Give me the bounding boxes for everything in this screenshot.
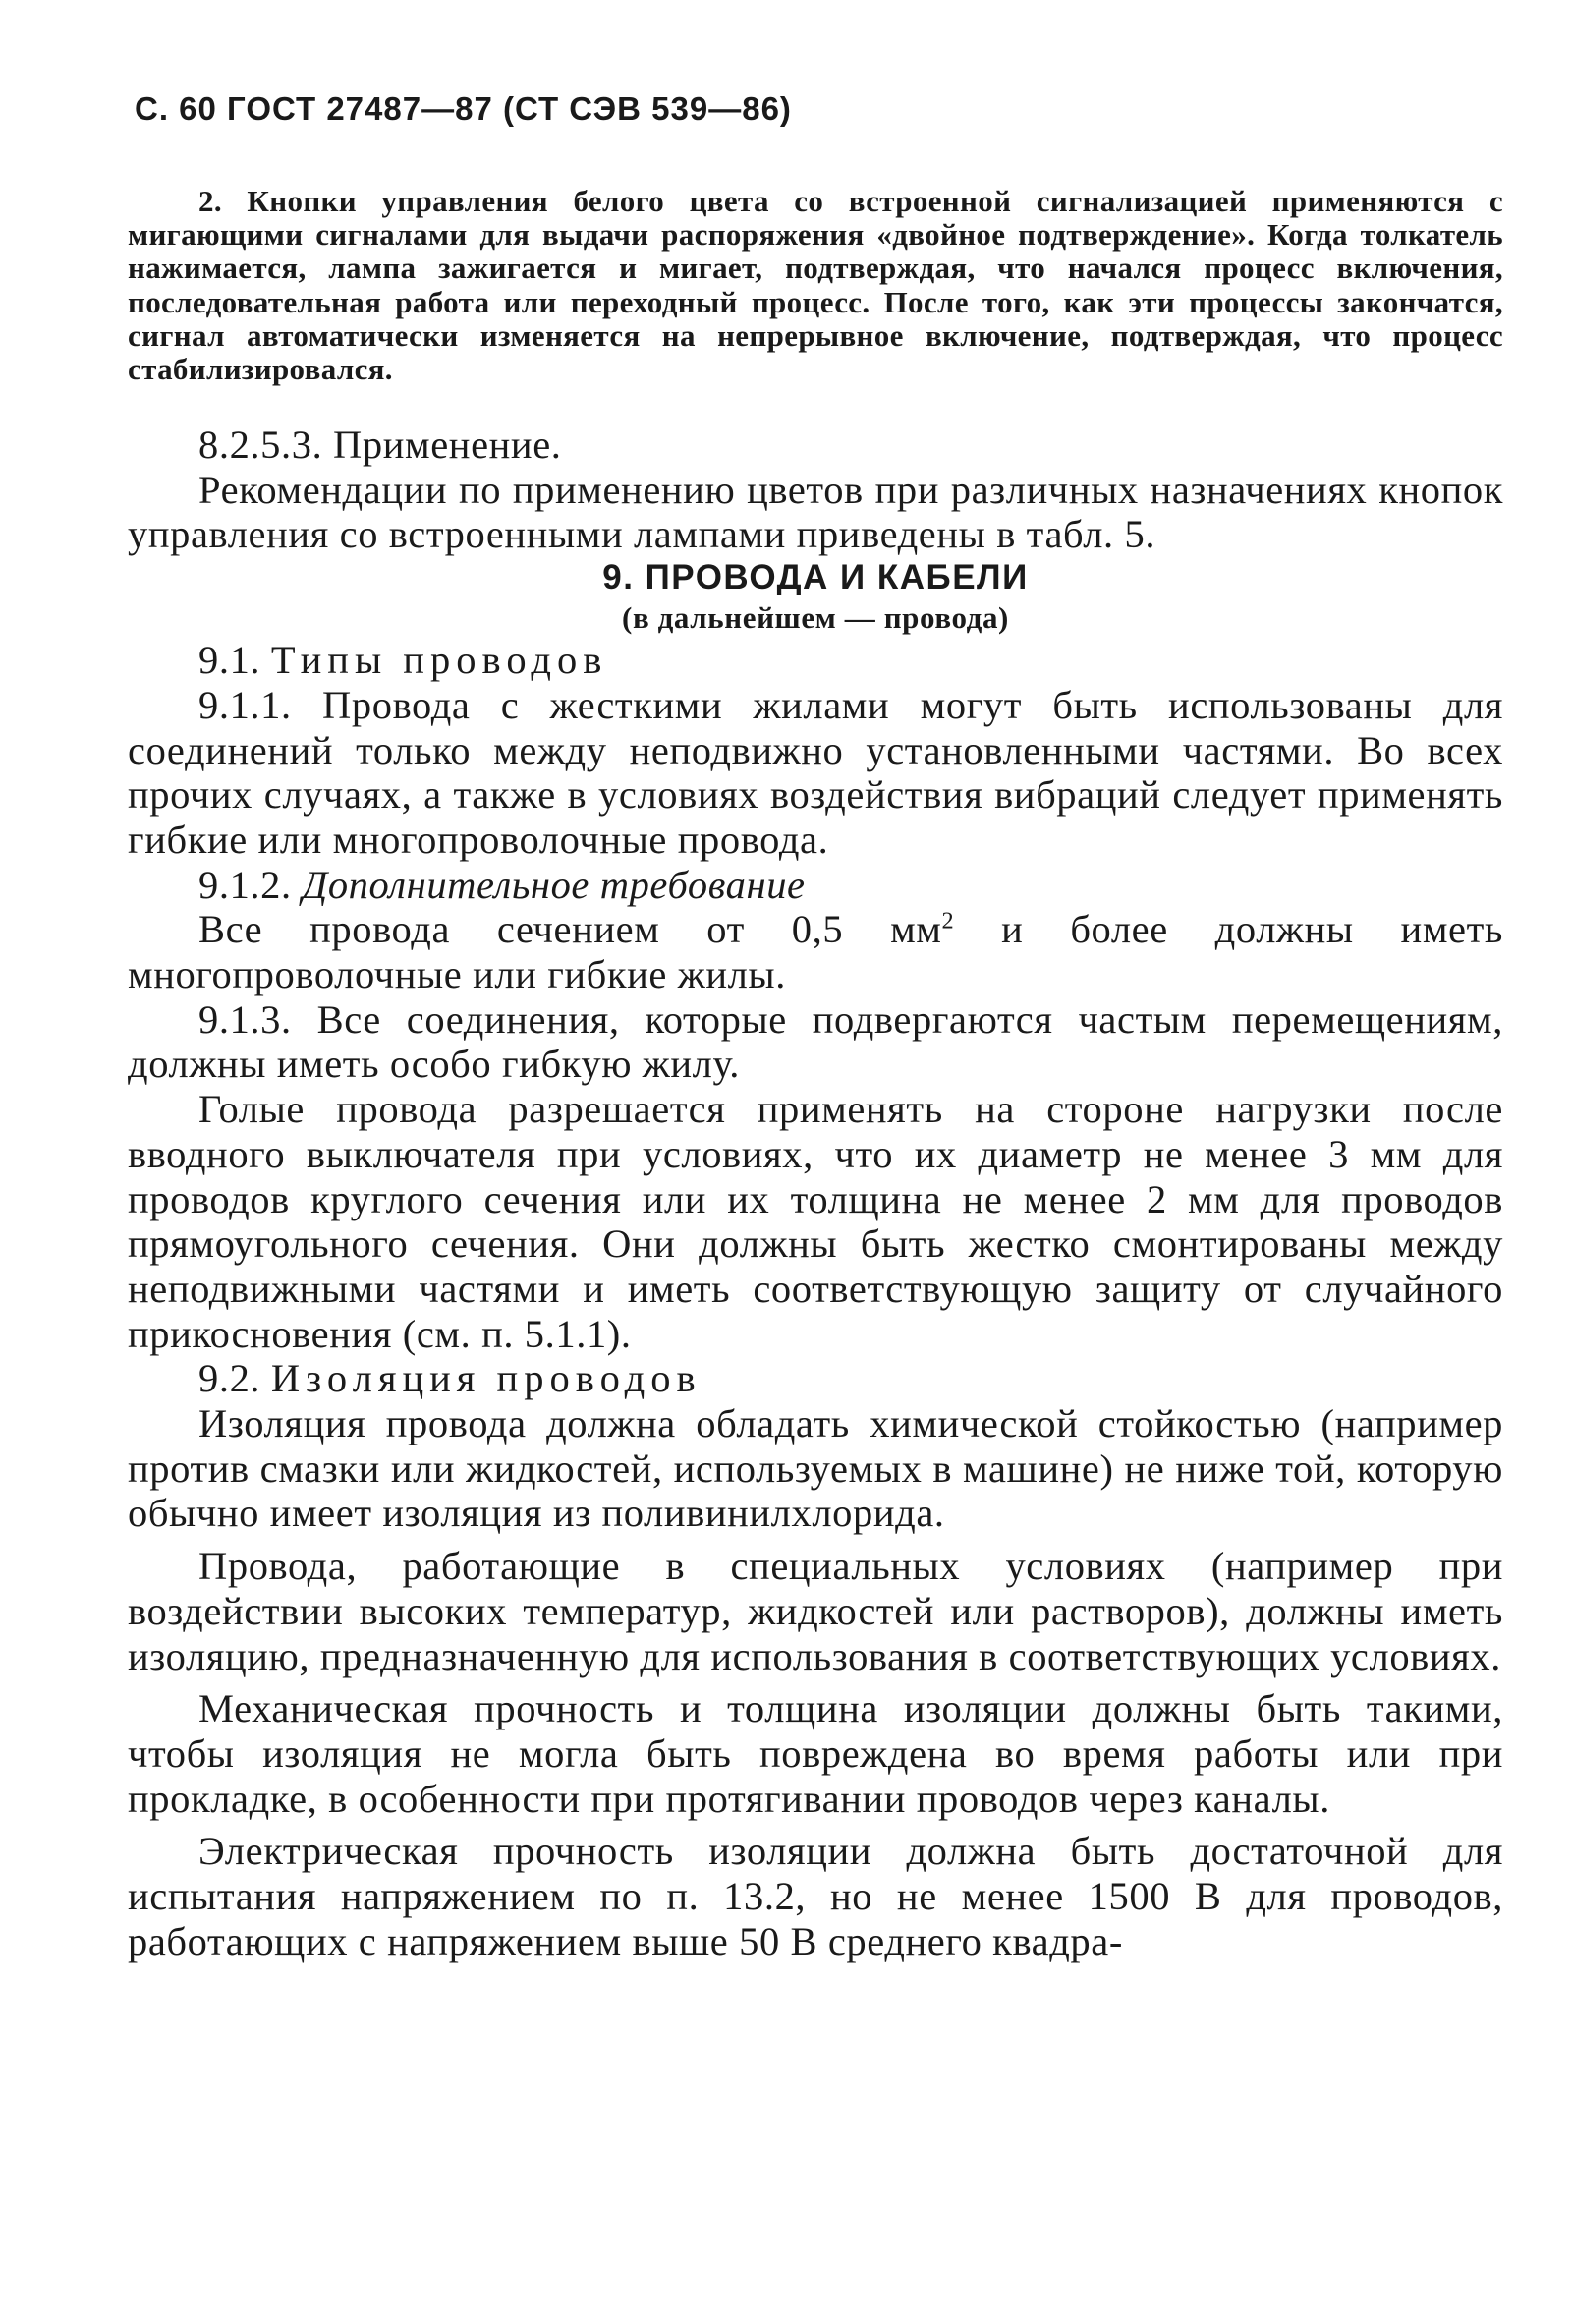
clause-9-2-para-1: Изоляция провода должна обладать химической стойкостью (например против смазки или жидкостей, используемых в машине) не ниже той, которую обычно имеет изоляция из поливинилхлорида.	[128, 1401, 1503, 1536]
clause-9-1-2-heading	[128, 863, 1503, 908]
note-block	[128, 185, 1503, 386]
clause-9-1-1: 9.1.1. Провода с жесткими жилами могут быть использованы для соединений только между неподвижно установленными частями. Во всех прочих случаях, а также в условиях воздействия вибраций следует применять гибкие или многопроволочные провода.	[128, 682, 1503, 862]
clause-9-1-2-text	[128, 907, 1503, 996]
page-header: С. 60 ГОСТ 27487—87 (СТ СЭВ 539—86)	[135, 90, 792, 127]
clause-9-1-2-superscript: 2	[941, 907, 955, 935]
clause-9-1-2-text-before: Все провода сечением от 0,5 мм	[198, 907, 942, 952]
clause-9-2-para-2: Провода, работающие в специальных условиях (например при воздействии высоких температур, жидкостей или растворов), должны иметь изоляцию, предназначенную для использования в соответствующих условиях.	[128, 1544, 1503, 1678]
clause-9-2-heading	[128, 1356, 1503, 1401]
clause-8-2-5-3-heading: 8.2.5.3. Применение.	[198, 423, 562, 467]
clause-9-1-2-title: Дополнительное требование	[302, 862, 806, 907]
clause-9-1-heading	[128, 638, 1503, 683]
clause-9-2-para-4: Электрическая прочность изоляции должна быть достаточной для испытания напряжением по п. 13.2, но не менее 1500 В для проводов, работающих с напряжением выше 50 В среднего квадра-	[128, 1829, 1503, 1963]
clause-9-2-title: Изоляция проводов	[270, 1356, 702, 1401]
clause-9-1-number: 9.1.	[198, 638, 261, 683]
clause-9-2-para-3: Механическая прочность и толщина изоляции должны быть такими, чтобы изоляция не могла быть повреждена во время работы или при прокладке, в особенности при протягивании проводов через каналы.	[128, 1686, 1503, 1821]
clause-9-1-3: 9.1.3. Все соединения, которые подвергаются частым перемещениям, должны иметь особо гибкую жилу.	[128, 996, 1503, 1087]
section-9-subtitle: (в дальнейшем — провода)	[622, 600, 1009, 636]
clause-9-1-2-number: 9.1.2.	[198, 862, 292, 907]
note-paragraph: 2. Кнопки управления белого цвета со встроенной сигнализацией применяются с мигающими сигналами для выдачи распоряжения «двойное подтверждение». Когда толкатель нажимается, лампа зажигается и мигает, подтверждая, что начался процесс включения, последовательная работа или переходный процесс. После того, как эти процессы закончатся, сигнал автоматически изменяется на непрерывное включение, подтверждая, что процесс стабилизировался.	[128, 184, 1503, 387]
clause-9-2-number: 9.2.	[198, 1356, 261, 1401]
section-9-title: 9. ПРОВОДА И КАБЕЛИ	[602, 558, 1029, 597]
main-text	[128, 423, 1503, 1964]
clause-8-2-5-3-text: Рекомендации по применению цветов при различных назначениях кнопок управления со встроенными лампами приведены в табл. 5.	[128, 467, 1503, 557]
clause-9-1-title: Типы проводов	[270, 638, 608, 683]
clause-9-1-3-bare-wires: Голые провода разрешается применять на стороне нагрузки после вводного выключателя при условиях, что их диаметр не менее 3 мм для проводов круглого сечения или их толщина не менее 2 мм для проводов прямоугольного сечения. Они должны быть жестко смонтированы между неподвижными частями и иметь соответствующую защиту от случайного прикосновения (см. п. 5.1.1).	[128, 1087, 1503, 1356]
clause-9-1-2-text-after: и более должны иметь многопроволочные или гибкие жилы.	[128, 907, 1503, 997]
